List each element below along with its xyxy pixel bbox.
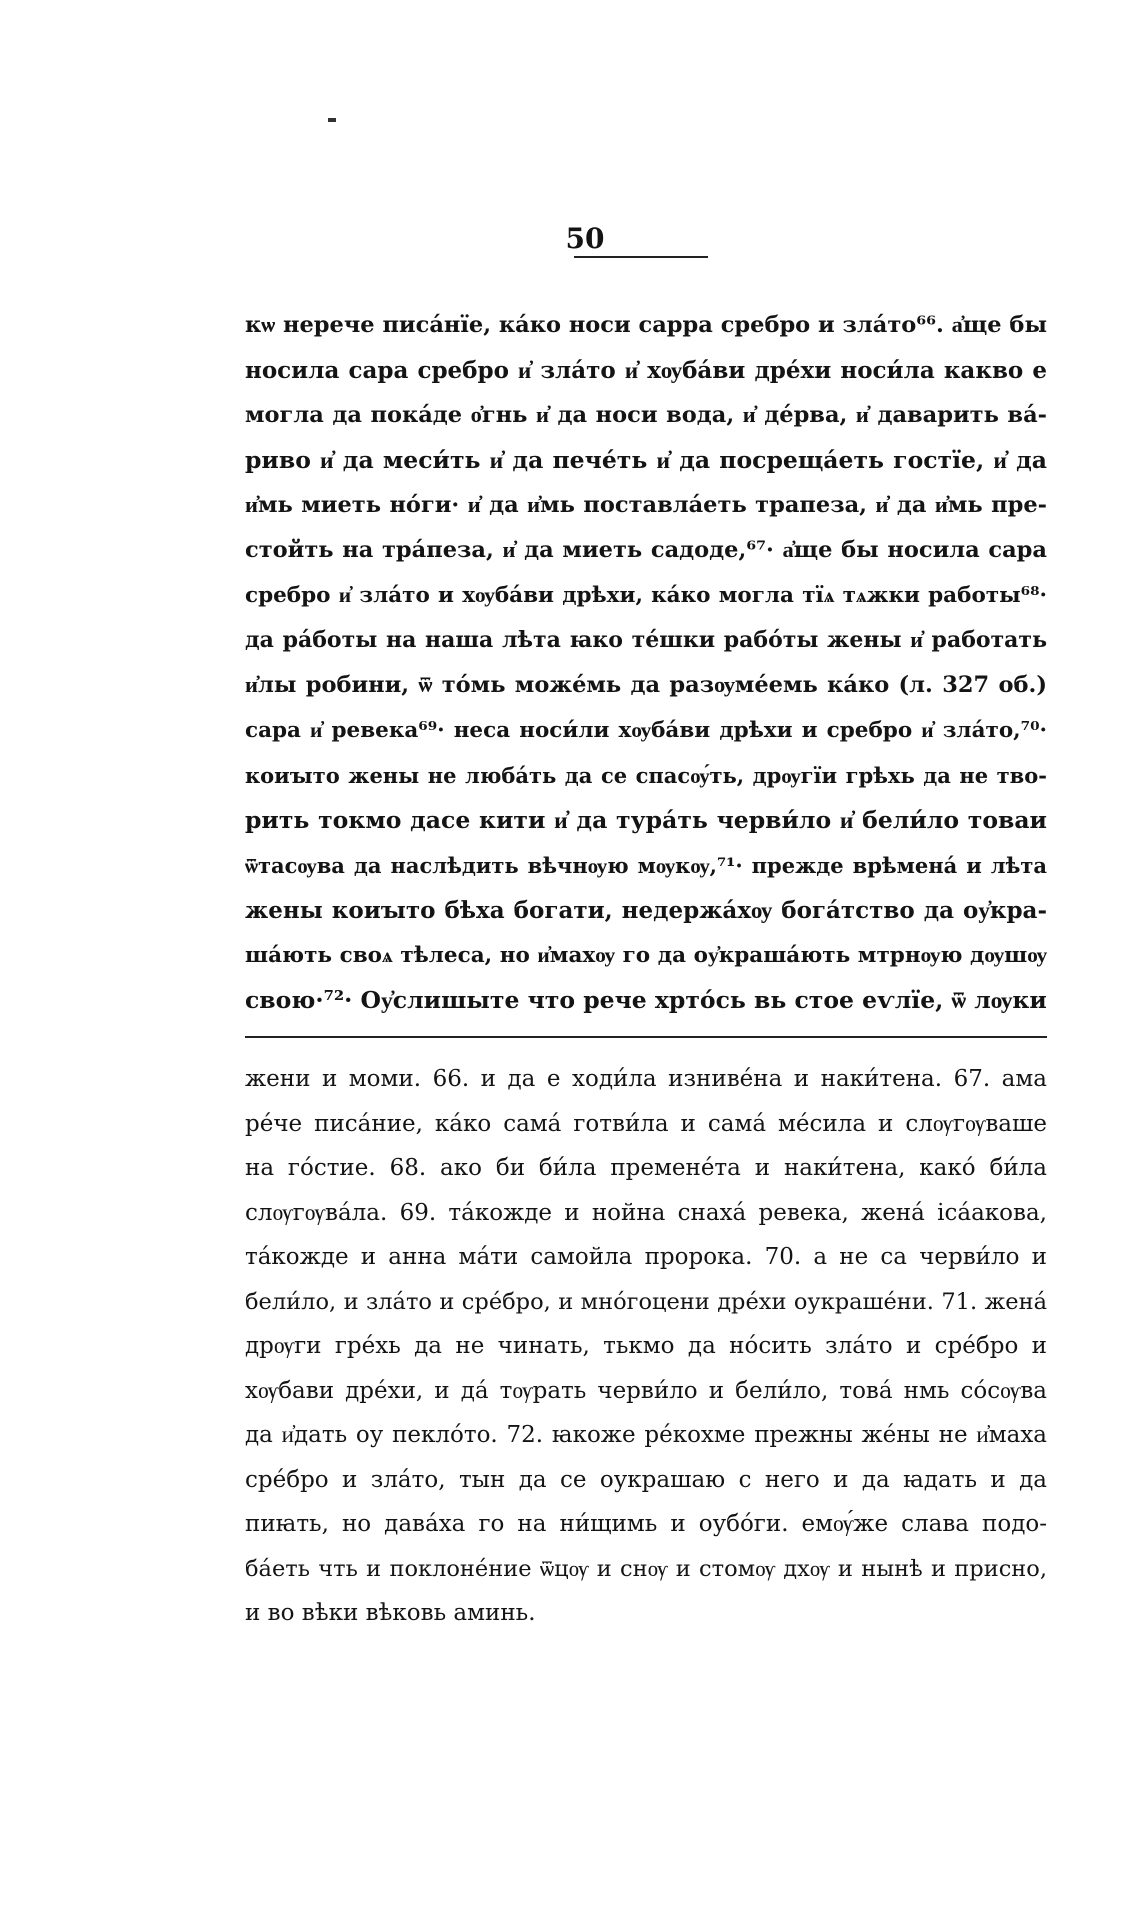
text-line: ѿтасѹва да наслѣдить вѣчнѹю мѹкѹ,⁷¹· прежде врѣмена́ и лѣта (245, 853, 1047, 878)
footnote-line: ре́че писа́ние, ка́ко сама́ готви́ла и сама́ ме́сила и слѹгѹваше (245, 1110, 1047, 1137)
text-line: сребро и҆ зла́то и хѹба́ви дрѣхи, ка́ко могла тїѧ тѧжки работы⁶⁸· (245, 583, 1047, 608)
text-line: кѡ нерече писа́нїе, ка́ко носи сарра сребро и зла́то⁶⁶. а҆ще бы (245, 312, 1047, 338)
print-speck (328, 118, 336, 122)
footnote-line: ба́еть чть и поклоне́ние ѿцѹ и снѹ и стомѹ дхѹ и нынѣ и присно, (245, 1555, 1047, 1582)
header-rule (574, 256, 708, 258)
text-line: могла да пока́де о҆гнь и҆ да носи вода, и҆ де́рва, и҆ даварить ва́- (245, 402, 1047, 428)
text-line: ша́ють своѧ тѣлеса, но и҆махѹ го да оу҆краша́ють мтрнѹю дѹшѹ (245, 943, 1047, 968)
text-line: риво и҆ да меси́ть и҆ да пече́ть и҆ да посреща́еть гостїе, и҆ да (245, 446, 1047, 474)
footnotes (245, 1057, 1047, 1636)
footnote-line: жени и моми. 66. и да е ходи́ла изниве́на и наки́тена. 67. ама (245, 1066, 1047, 1092)
text-line: рить токмо дасе кити и҆ да тура́ть черви́ло и҆ бели́ло товаи (245, 806, 1047, 834)
text-line: и҆лы робини, ѿ то́мь може́мь да разѹме́емь ка́ко (л. 327 об.) (245, 672, 1047, 698)
footnote-line: пиꙗть, но дава́ха го на ни́щимь и оубо́ги. емѹ́же слава подо- (245, 1511, 1047, 1537)
text-line: жены коиꙑто бѣха богати, недержа́хѹ бога́тство да оу҆кра- (245, 897, 1047, 924)
page-number: 50 (565, 222, 605, 255)
footnote-line: дрѹги гре́хь да не чинать, тькмо да но́сить зла́то и сре́бро и (245, 1333, 1047, 1359)
footnote-line: бели́ло, и зла́то и сре́бро, и мно́гоцени дре́хи оукраше́ни. 71. жена́ (245, 1288, 1047, 1315)
text-line: стойть на тра́пеза, и҆ да миеть садоде,⁶⁷· а҆ще бы носила сара (245, 537, 1047, 563)
footnote-line: хѹбави дре́хи, и да́ тѹрать черви́ло и бели́ло, това́ нмь со́сѹва (245, 1377, 1047, 1404)
text-line: носила сара сребро и҆ зла́то и҆ хѹба́ви дре́хи носи́ла какво е (245, 357, 1047, 384)
footnote-line: та́кожде и анна ма́ти самойла пророка. 70. а не са черви́ло и (245, 1244, 1047, 1270)
footnote-line: и во вѣки вѣковь аминь. (245, 1600, 536, 1626)
text-line: и҆мь миеть но́ги· и҆ да и҆мь поставла́еть трапеза, и҆ да и҆мь пре- (245, 492, 1047, 518)
footnote-rule (245, 1036, 1047, 1038)
text-line: да ра́боты на наша лѣта ꙗко те́шки рабо́ты жены и҆ работать (245, 627, 1047, 653)
text-line: свою·⁷²· Оу҆слишыте что рече хрто́сь вь стое еѵлїе, ѿ лѹки (245, 986, 1047, 1014)
text-line: сара и҆ ревека⁶⁹· неса носи́ли хѹба́ви дрѣхи и сребро и҆ зла́то,⁷⁰· (245, 718, 1047, 743)
main-text (245, 303, 1047, 1023)
footnote-line: слѹгѹва́ла. 69. та́кожде и нойна снаха́ ревека, жена́ іса́акова, (245, 1199, 1047, 1226)
footnote-line: на го́стие. 68. ако би би́ла премене́та и наки́тена, како́ би́ла (245, 1155, 1047, 1181)
text-line: коиꙑто жены не люба́ть да се спасѹ́ть, дрѹгїи грѣхь да не тво- (245, 763, 1047, 788)
footnote-line: да и҆дать оу пекло́то. 72. ꙗкоже ре́кохме прежны же́ны не и҆маха (245, 1422, 1047, 1448)
footnote-line: сре́бро и зла́то, тын да се оукрашаю с него и да ꙗдать и да (245, 1466, 1047, 1493)
